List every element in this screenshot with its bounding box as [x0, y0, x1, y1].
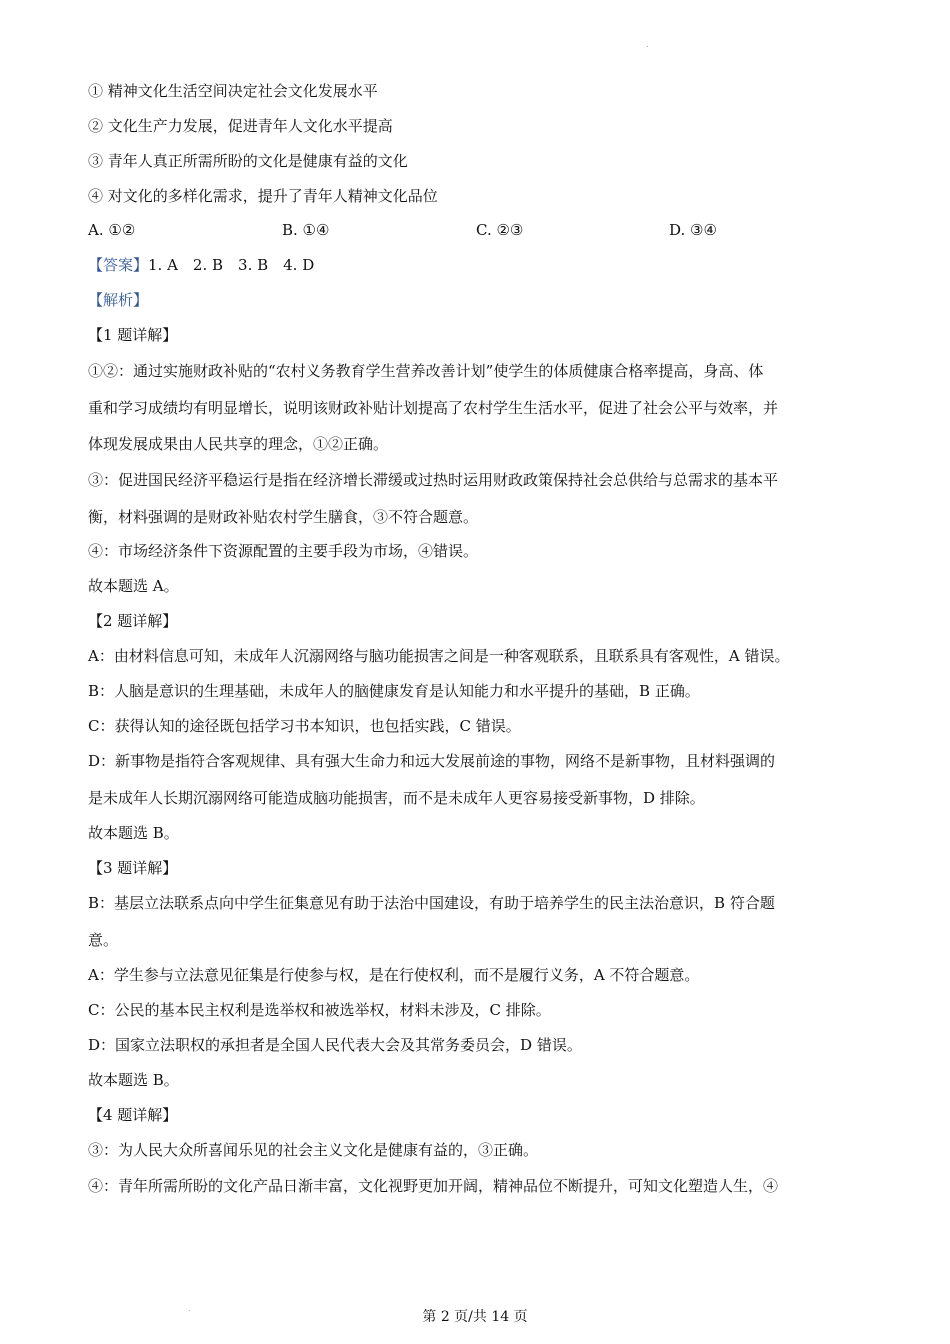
q2-conclusion: 故本题选 B。 — [88, 824, 179, 842]
q3-conclusion: 故本题选 B。 — [88, 1071, 179, 1089]
q2-title: 【2 题详解】 — [88, 612, 178, 630]
q1-line: ③：促进国民经济平稳运行是指在经济增长滞缓或过热时运用财政政策保持社会总供给与总需求的基本平 — [88, 471, 779, 489]
choice-d: D. ③④ — [669, 221, 717, 239]
q2-line: D：新事物是指符合客观规律、具有强大生命力和远大发展前途的事物，网络不是新事物，且材料强调的 — [88, 752, 776, 770]
q1-title: 【1 题详解】 — [88, 326, 178, 344]
q1-line: 体现发展成果由人民共享的理念，①②正确。 — [88, 435, 389, 453]
scan-dot: . — [188, 1304, 191, 1313]
q3-title: 【3 题详解】 — [88, 859, 178, 877]
answer-tag: 【答案】 — [88, 256, 149, 274]
q3-line: 意。 — [88, 931, 119, 949]
q4-title: 【4 题详解】 — [88, 1106, 178, 1124]
choice-b: B. ①④ — [282, 221, 330, 239]
q2-line: 是未成年人长期沉溺网络可能造成脑功能损害，而不是未成年人更容易接受新事物，D 排除。 — [88, 789, 705, 807]
q4-line: ④：青年所需所盼的文化产品日渐丰富，文化视野更加开阔，精神品位不断提升，可知文化塑造人生，④ — [88, 1177, 779, 1195]
q3-line: B：基层立法联系点向中学生征集意见有助于法治中国建设，有助于培养学生的民主法治意识，B 符合题 — [88, 894, 775, 912]
q1-line: 衡，材料强调的是财政补贴农村学生膳食，③不符合题意。 — [88, 508, 479, 526]
option-4: ④ 对文化的多样化需求，提升了青年人精神文化品位 — [88, 187, 438, 205]
q1-conclusion: 故本题选 A。 — [88, 577, 179, 595]
q1-line: 重和学习成绩均有明显增长，说明该财政补贴计划提高了农村学生生活水平，促进了社会公平与效率，并 — [88, 399, 779, 417]
q2-line: A：由材料信息可知，未成年人沉溺网络与脑功能损害之间是一种客观联系，且联系具有客观性，A 错误。 — [88, 647, 790, 665]
page-footer: 第 2 页/共 14 页 — [422, 1309, 528, 1325]
scan-dot: . — [646, 40, 649, 49]
q1-line: ①②：通过实施财政补贴的“农村义务教育学生营养改善计划”使学生的体质健康合格率提高，身高、体 — [88, 362, 764, 380]
choice-c: C. ②③ — [476, 221, 524, 239]
option-1: ① 精神文化生活空间决定社会文化发展水平 — [88, 82, 378, 100]
q1-line: ④：市场经济条件下资源配置的主要手段为市场，④错误。 — [88, 542, 479, 560]
q2-line: B：人脑是意识的生理基础，未成年人的脑健康发育是认知能力和水平提升的基础，B 正确。 — [88, 682, 700, 700]
answer-text: 1. A 2. B 3. B 4. D — [148, 256, 315, 274]
analysis-tag: 【解析】 — [88, 291, 149, 309]
q3-line: C：公民的基本民主权利是选举权和被选举权，材料未涉及，C 排除。 — [88, 1001, 551, 1019]
option-2: ② 文化生产力发展，促进青年人文化水平提高 — [88, 117, 393, 135]
answer-line — [88, 255, 314, 275]
q4-line: ③：为人民大众所喜闻乐见的社会主义文化是健康有益的，③正确。 — [88, 1141, 539, 1159]
q3-line: A：学生参与立法意见征集是行使参与权，是在行使权利，而不是履行义务，A 不符合题意。 — [88, 966, 700, 984]
option-3: ③ 青年人真正所需所盼的文化是健康有益的文化 — [88, 152, 408, 170]
q3-line: D：国家立法职权的承担者是全国人民代表大会及其常务委员会，D 错误。 — [88, 1036, 582, 1054]
choice-a: A. ①② — [88, 221, 136, 239]
q2-line: C：获得认知的途径既包括学习书本知识，也包括实践，C 错误。 — [88, 717, 521, 735]
